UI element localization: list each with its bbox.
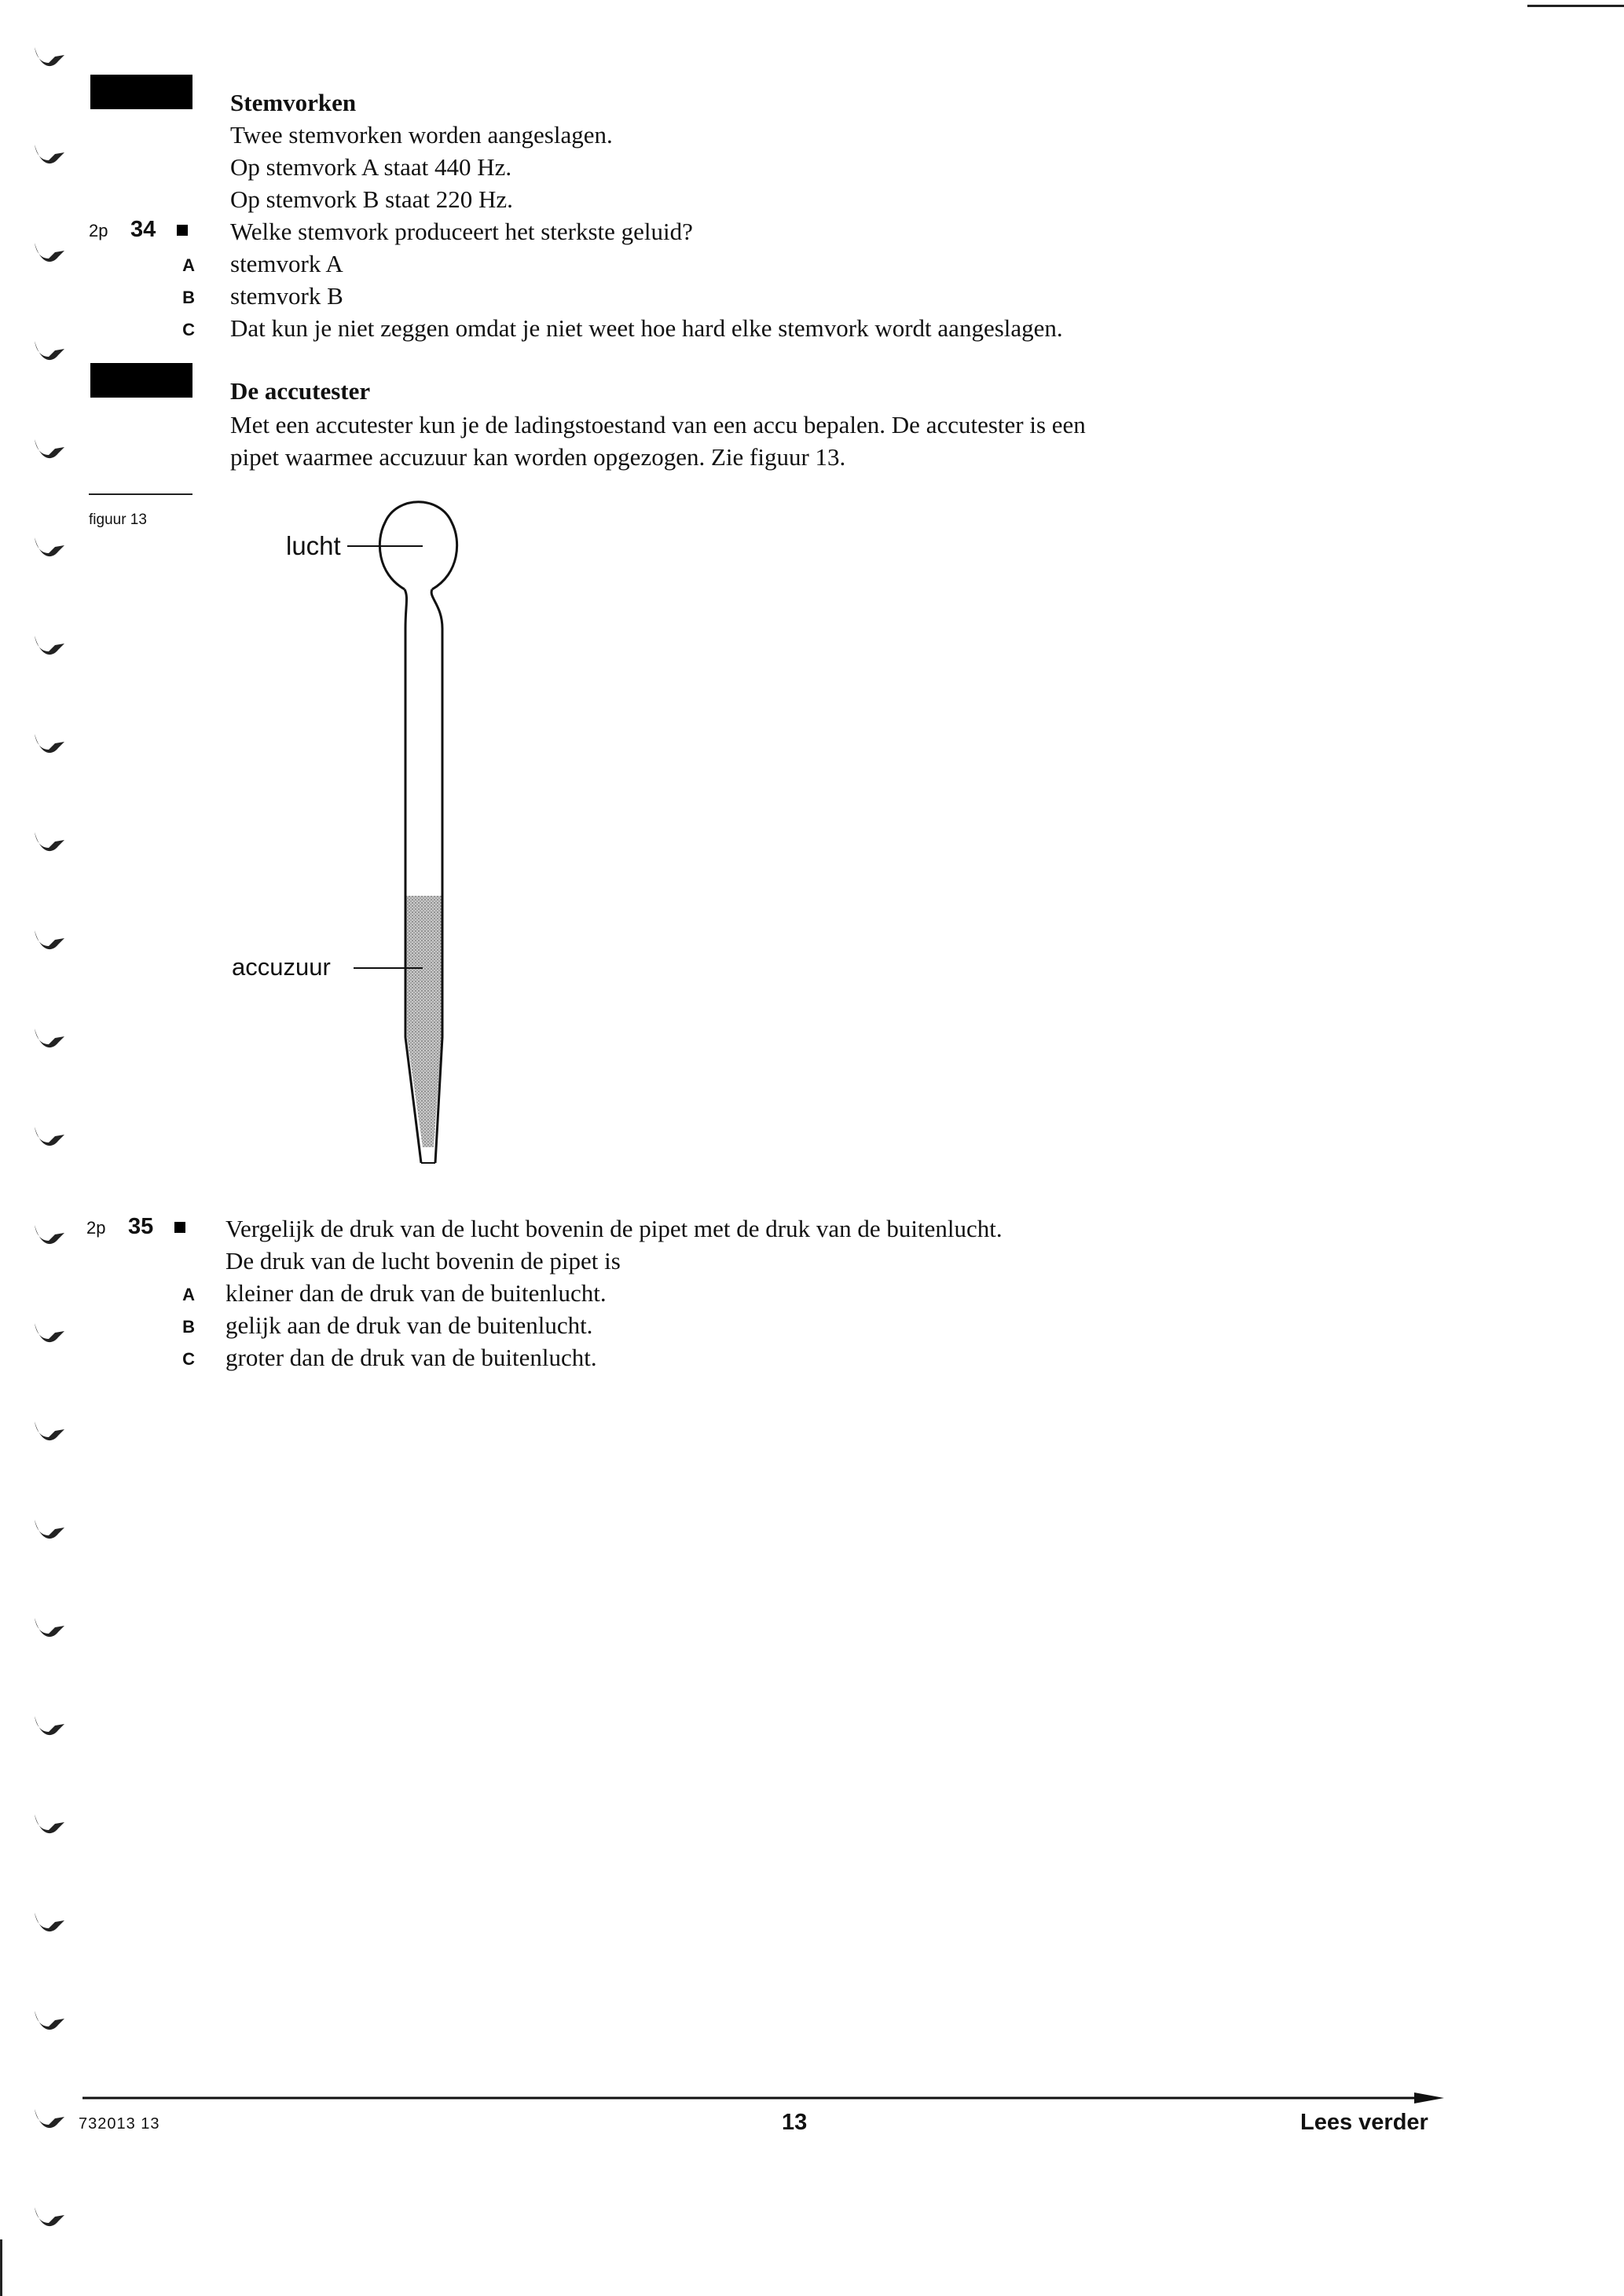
binding-hook-icon [31,2008,68,2034]
binding-hook-icon [31,927,68,954]
option-text: stemvork A [230,250,343,277]
text-line: Op stemvork A staat 440 Hz. [230,153,512,181]
figure-caption: figuur 13 [89,512,147,528]
question-text: De druk van de lucht bovenin de pipet is [225,1247,621,1275]
text-line: Op stemvork B staat 220 Hz. [230,185,513,213]
pipette-illustration [220,487,487,1171]
binding-hook-icon [31,1418,68,1445]
binding-hook-icon [31,1713,68,1740]
binding-hook-icon [31,240,68,266]
option-text: groter dan de druk van de buitenlucht. [225,1344,597,1371]
question-number: 34 [130,217,156,242]
page-number: 13 [782,2110,808,2135]
option-letter: A [182,1285,195,1304]
section-marker-block [90,75,192,109]
option-letter: B [182,1317,195,1337]
option-text: kleiner dan de druk van de buitenlucht. [225,1279,607,1307]
section-title-stemvorken: Stemvorken [230,89,357,116]
pipette-neck [405,589,407,896]
label-lucht: lucht [286,531,341,560]
binding-hook-icon [31,1909,68,1936]
question-points: 2p [86,1218,106,1238]
binding-hook-icon [31,829,68,856]
continue-label: Lees verder [1300,2110,1428,2135]
corner-mark [1527,5,1624,7]
section-title-accutester: De accutester [230,377,371,405]
binding-hook-icon [31,338,68,365]
binding-hook-icon [31,141,68,168]
binding-hook-icon [31,534,68,561]
option-letter: C [182,320,195,339]
binding-hook-icon [31,1124,68,1150]
text-line: Met een accutester kun je de ladingstoestand van een accu bepalen. De accutester is een [230,411,1086,438]
footer-arrow-rule [82,2090,1446,2106]
binding-hook-icon [31,1025,68,1052]
option-letter: C [182,1349,195,1369]
option-letter: B [182,288,195,307]
option-text: gelijk aan de druk van de buitenlucht. [225,1311,593,1339]
option-letter: A [182,255,195,275]
label-accuzuur: accuzuur [232,953,331,981]
question-marker-icon [174,1222,185,1233]
binding-hook-icon [31,1517,68,1543]
text-line: Twee stemvorken worden aangeslagen. [230,121,613,149]
binding-hook-icon [31,1615,68,1641]
question-text: Welke stemvork produceert het sterkste geluid? [230,218,693,245]
binding-hook-icon [31,436,68,463]
option-text: Dat kun je niet zeggen omdat je niet weet hoe hard elke stemvork wordt aangeslagen. [230,314,1063,342]
section-marker-block [90,363,192,398]
binding-hook-icon [31,2106,68,2133]
figure-rule [89,493,192,495]
acid-fill [406,896,442,1147]
binding-hook-icon [31,1222,68,1249]
question-points: 2p [89,221,108,240]
text-line: pipet waarmee accuzuur kan worden opgezogen. Zie figuur 13. [230,443,846,471]
binding-hook-icon [31,2204,68,2231]
binding-hook-icon [31,1320,68,1347]
scan-edge-line [0,2239,2,2296]
question-number: 35 [128,1214,154,1239]
binding-hook-icon [31,731,68,757]
footer-code: 732013 13 [79,2115,160,2133]
binding-hook-icon [31,1811,68,1838]
question-text: Vergelijk de druk van de lucht bovenin de pipet met de druk van de buitenlucht. [225,1215,1003,1242]
question-marker-icon [177,225,188,236]
binding-hook-icon [31,633,68,659]
option-text: stemvork B [230,282,343,310]
binding-hook-icon [31,44,68,71]
